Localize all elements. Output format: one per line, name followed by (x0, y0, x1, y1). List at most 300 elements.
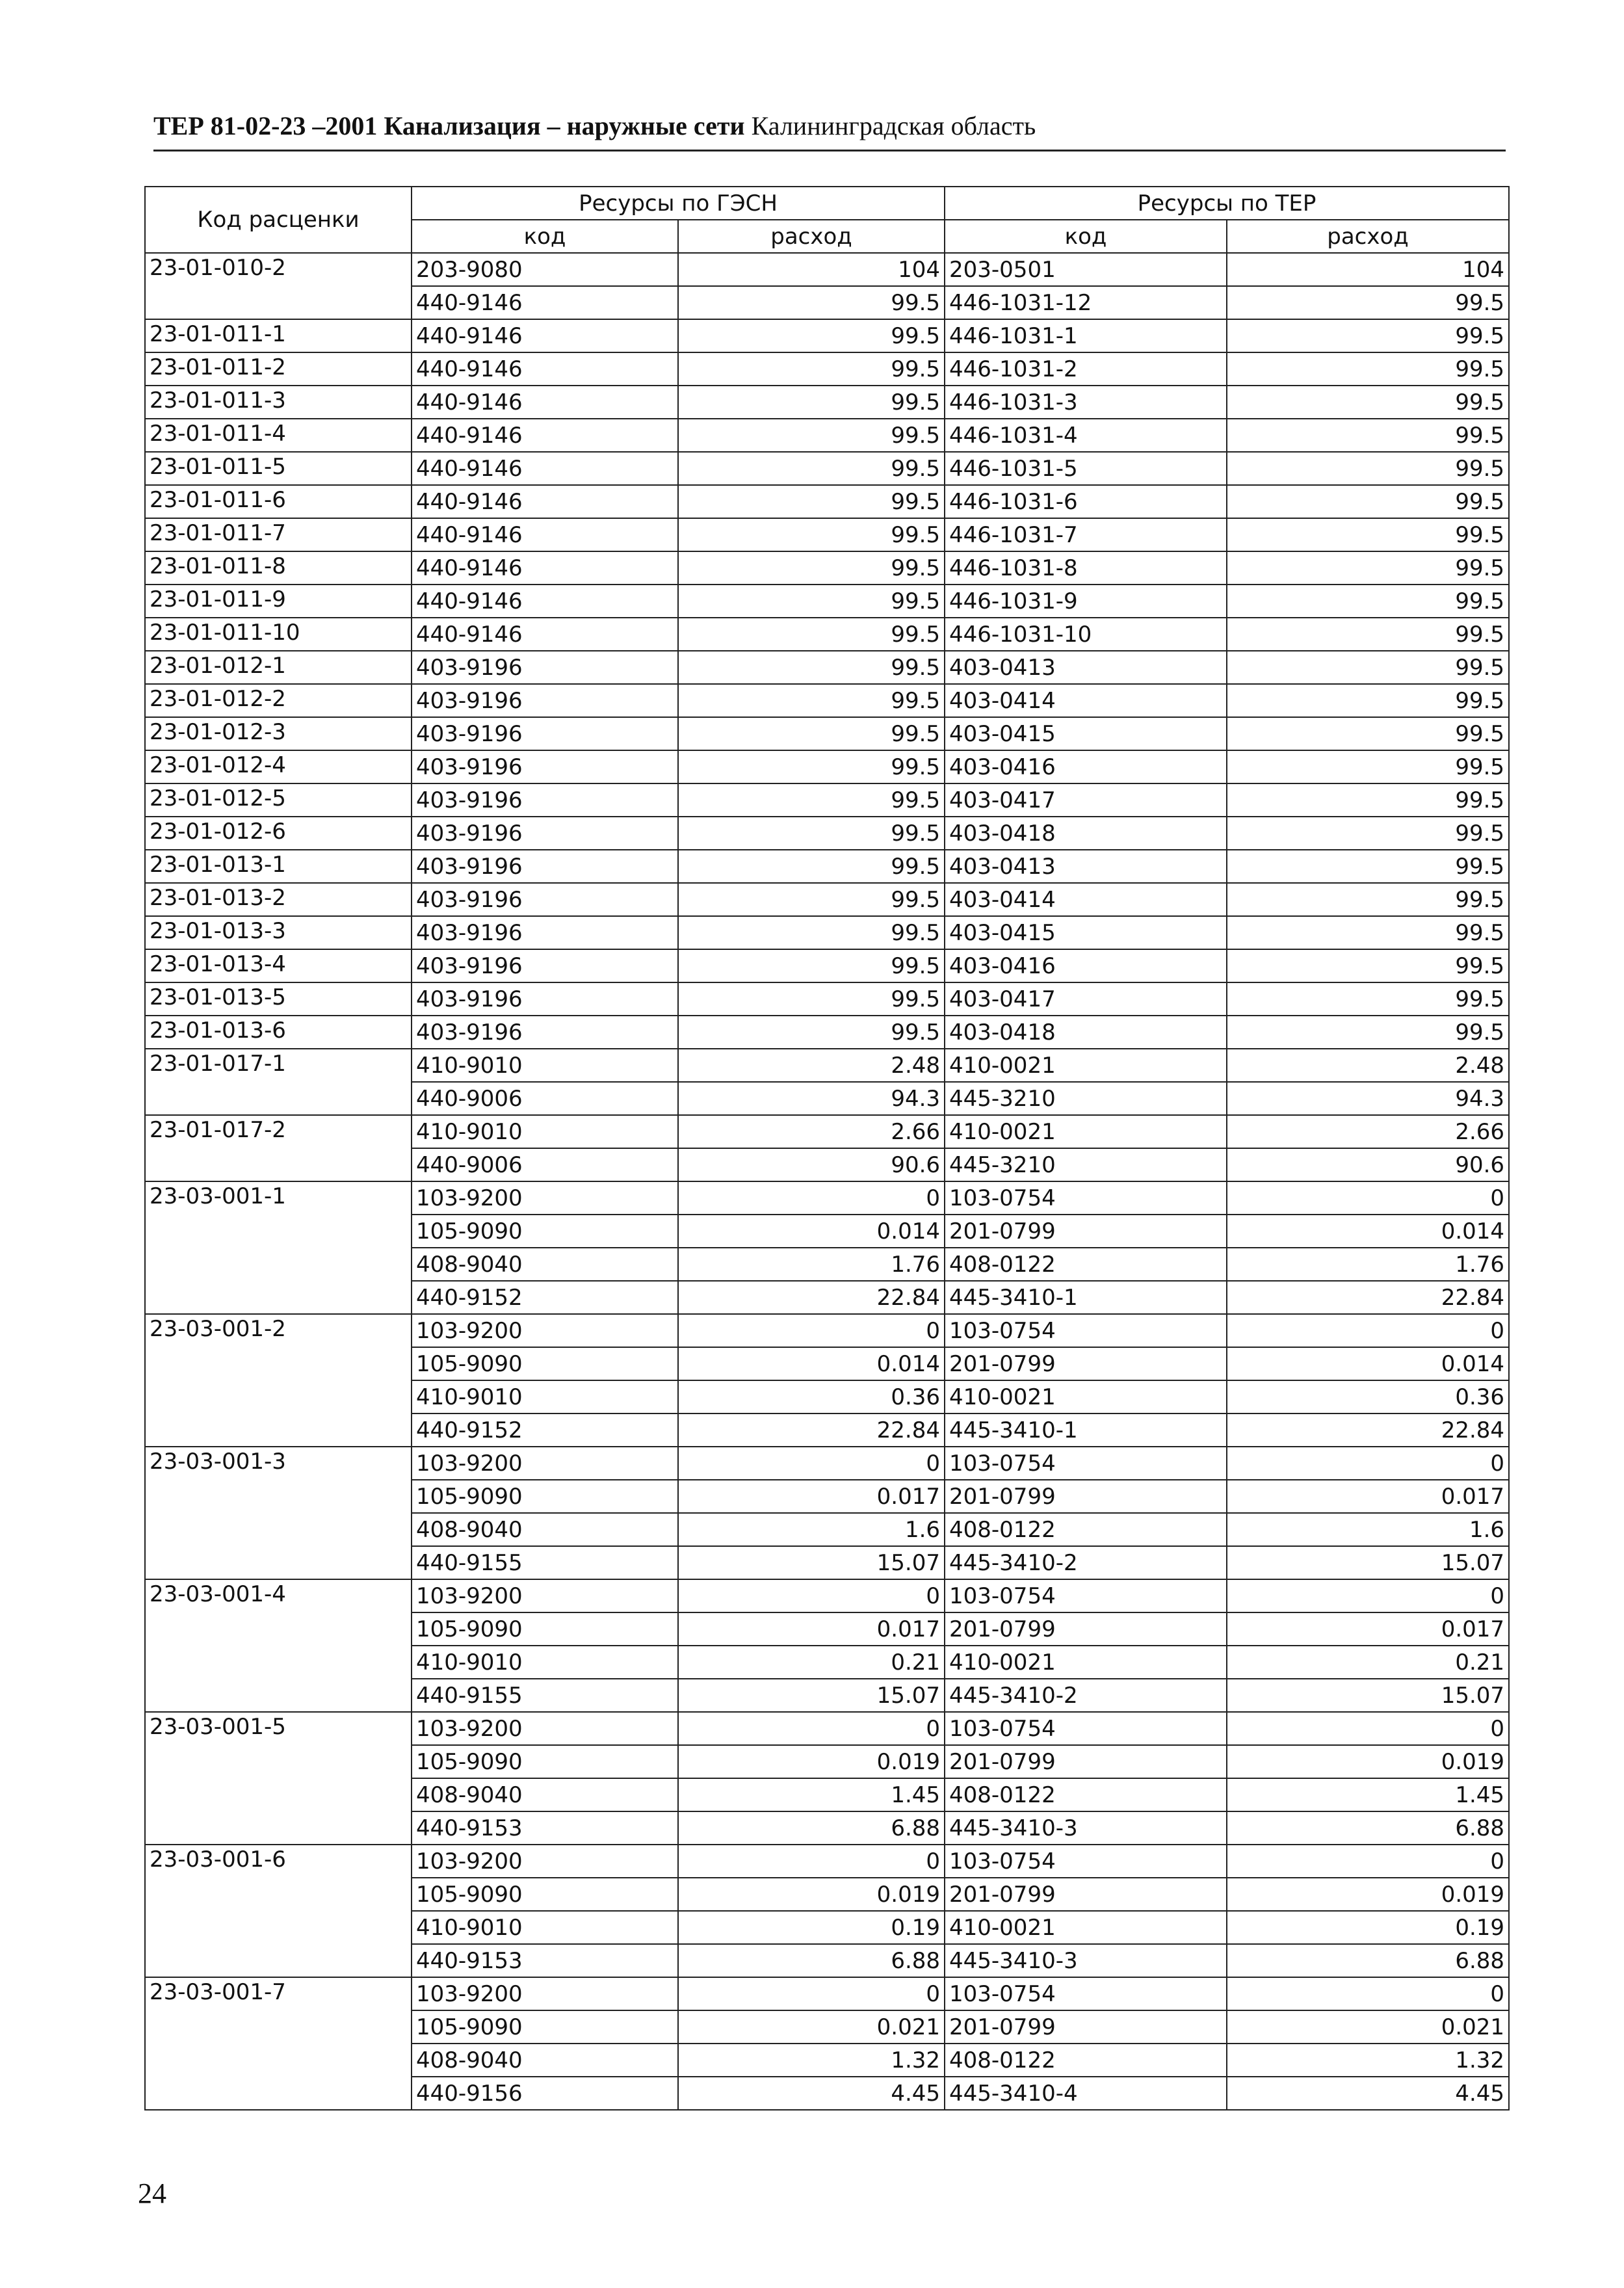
rate-code-cell: 23-01-013-2 (145, 883, 412, 916)
gesn-code-cell: 105-9090 (412, 1215, 678, 1248)
ter-code-cell: 410-0021 (945, 1911, 1227, 1944)
ter-amount-cell: 0.017 (1227, 1612, 1509, 1646)
ter-code-cell: 201-0799 (945, 1215, 1227, 1248)
gesn-amount-cell: 0 (678, 1181, 945, 1215)
gesn-code-cell: 403-9196 (412, 717, 678, 750)
ter-code-cell: 403-0416 (945, 750, 1227, 783)
gesn-code-cell: 440-9146 (412, 518, 678, 551)
rate-code-cell: 23-03-001-6 (145, 1845, 412, 1977)
table-row (145, 783, 1509, 817)
table-row (145, 319, 1509, 352)
document-region: Калининградская область (751, 111, 1036, 140)
gesn-code-cell: 440-9153 (412, 1811, 678, 1845)
ter-code-cell: 403-0415 (945, 717, 1227, 750)
ter-code-cell: 201-0799 (945, 2010, 1227, 2044)
gesn-code-cell: 440-9153 (412, 1944, 678, 1977)
ter-code-cell: 103-0754 (945, 1314, 1227, 1347)
gesn-amount-cell: 99.5 (678, 618, 945, 651)
gesn-amount-cell: 99.5 (678, 585, 945, 618)
header-gesn-amount: расход (678, 220, 945, 253)
page-number: 24 (138, 2177, 166, 2209)
ter-amount-cell: 2.48 (1227, 1049, 1509, 1082)
document-title: Канализация – наружные сети (384, 111, 745, 140)
gesn-amount-cell: 4.45 (678, 2077, 945, 2110)
table-row (145, 982, 1509, 1016)
rate-code-cell: 23-01-010-2 (145, 253, 412, 319)
ter-amount-cell: 99.5 (1227, 717, 1509, 750)
gesn-code-cell: 105-9090 (412, 1480, 678, 1513)
ter-code-cell: 103-0754 (945, 1447, 1227, 1480)
rate-code-cell: 23-01-011-7 (145, 518, 412, 551)
gesn-amount-cell: 99.5 (678, 949, 945, 982)
ter-code-cell: 446-1031-5 (945, 452, 1227, 485)
ter-code-cell: 445-3410-2 (945, 1679, 1227, 1712)
gesn-code-cell: 440-9146 (412, 352, 678, 386)
gesn-amount-cell: 99.5 (678, 452, 945, 485)
ter-code-cell: 403-0413 (945, 651, 1227, 684)
gesn-amount-cell: 0 (678, 1579, 945, 1612)
gesn-amount-cell: 99.5 (678, 850, 945, 883)
ter-amount-cell: 1.6 (1227, 1513, 1509, 1546)
ter-amount-cell: 0.21 (1227, 1646, 1509, 1679)
gesn-code-cell: 105-9090 (412, 2010, 678, 2044)
ter-code-cell: 446-1031-9 (945, 585, 1227, 618)
gesn-code-cell: 103-9200 (412, 1579, 678, 1612)
rate-code-cell: 23-01-017-2 (145, 1115, 412, 1181)
table-row (145, 452, 1509, 485)
ter-amount-cell: 22.84 (1227, 1414, 1509, 1447)
gesn-amount-cell: 99.5 (678, 518, 945, 551)
gesn-amount-cell: 99.5 (678, 717, 945, 750)
ter-code-cell: 445-3410-3 (945, 1811, 1227, 1845)
gesn-code-cell: 410-9010 (412, 1115, 678, 1148)
rate-code-cell: 23-01-012-4 (145, 750, 412, 783)
gesn-code-cell: 103-9200 (412, 1181, 678, 1215)
gesn-code-cell: 440-9146 (412, 585, 678, 618)
gesn-amount-cell: 0.014 (678, 1215, 945, 1248)
gesn-amount-cell: 0.017 (678, 1480, 945, 1513)
ter-code-cell: 403-0418 (945, 1016, 1227, 1049)
header-ter-code: код (945, 220, 1227, 253)
gesn-amount-cell: 99.5 (678, 485, 945, 518)
gesn-code-cell: 403-9196 (412, 982, 678, 1016)
ter-code-cell: 445-3410-4 (945, 2077, 1227, 2110)
gesn-amount-cell: 15.07 (678, 1546, 945, 1579)
gesn-amount-cell: 0.21 (678, 1646, 945, 1679)
ter-code-cell: 403-0416 (945, 949, 1227, 982)
ter-amount-cell: 0 (1227, 1579, 1509, 1612)
ter-amount-cell: 99.5 (1227, 916, 1509, 949)
ter-amount-cell: 99.5 (1227, 949, 1509, 982)
table-row (145, 651, 1509, 684)
ter-amount-cell: 0.019 (1227, 1745, 1509, 1778)
table-row (145, 1016, 1509, 1049)
table-row (145, 419, 1509, 452)
gesn-amount-cell: 99.5 (678, 883, 945, 916)
rate-code-cell: 23-01-012-1 (145, 651, 412, 684)
ter-code-cell: 203-0501 (945, 253, 1227, 286)
ter-code-cell: 403-0418 (945, 817, 1227, 850)
ter-code-cell: 445-3410-1 (945, 1414, 1227, 1447)
ter-amount-cell: 0.19 (1227, 1911, 1509, 1944)
gesn-amount-cell: 99.5 (678, 783, 945, 817)
gesn-amount-cell: 99.5 (678, 1016, 945, 1049)
gesn-amount-cell: 0 (678, 1845, 945, 1878)
ter-code-cell: 201-0799 (945, 1347, 1227, 1380)
ter-code-cell: 403-0415 (945, 916, 1227, 949)
gesn-code-cell: 410-9010 (412, 1380, 678, 1414)
ter-amount-cell: 99.5 (1227, 817, 1509, 850)
gesn-code-cell: 440-9006 (412, 1148, 678, 1181)
gesn-code-cell: 440-9146 (412, 386, 678, 419)
gesn-amount-cell: 99.5 (678, 916, 945, 949)
ter-amount-cell: 99.5 (1227, 684, 1509, 717)
ter-code-cell: 408-0122 (945, 1513, 1227, 1546)
gesn-amount-cell: 0.019 (678, 1745, 945, 1778)
header-resources-gesn: Ресурсы по ГЭСН (412, 187, 945, 220)
ter-code-cell: 410-0021 (945, 1115, 1227, 1148)
table-row (145, 253, 1509, 286)
rate-code-cell: 23-03-001-7 (145, 1977, 412, 2110)
table-row (145, 352, 1509, 386)
ter-code-cell: 446-1031-8 (945, 551, 1227, 585)
resource-mapping-table (144, 186, 1508, 2110)
ter-amount-cell: 99.5 (1227, 485, 1509, 518)
gesn-amount-cell: 15.07 (678, 1679, 945, 1712)
gesn-code-cell: 440-9146 (412, 452, 678, 485)
rate-code-cell: 23-01-017-1 (145, 1049, 412, 1115)
ter-code-cell: 446-1031-1 (945, 319, 1227, 352)
ter-amount-cell: 4.45 (1227, 2077, 1509, 2110)
gesn-amount-cell: 99.5 (678, 319, 945, 352)
ter-amount-cell: 15.07 (1227, 1546, 1509, 1579)
rate-code-cell: 23-01-013-3 (145, 916, 412, 949)
ter-code-cell: 201-0799 (945, 1878, 1227, 1911)
gesn-code-cell: 440-9146 (412, 286, 678, 319)
gesn-code-cell: 403-9196 (412, 750, 678, 783)
rate-code-cell: 23-03-001-4 (145, 1579, 412, 1712)
gesn-code-cell: 410-9010 (412, 1049, 678, 1082)
ter-amount-cell: 0 (1227, 1447, 1509, 1480)
ter-amount-cell: 99.5 (1227, 551, 1509, 585)
ter-code-cell: 103-0754 (945, 1181, 1227, 1215)
ter-code-cell: 446-1031-3 (945, 386, 1227, 419)
gesn-code-cell: 408-9040 (412, 2044, 678, 2077)
gesn-amount-cell: 1.76 (678, 1248, 945, 1281)
gesn-amount-cell: 0 (678, 1447, 945, 1480)
gesn-code-cell: 403-9196 (412, 783, 678, 817)
ter-code-cell: 201-0799 (945, 1745, 1227, 1778)
table-row (145, 949, 1509, 982)
rate-code-cell: 23-01-011-4 (145, 419, 412, 452)
gesn-amount-cell: 22.84 (678, 1414, 945, 1447)
gesn-amount-cell: 99.5 (678, 817, 945, 850)
rate-code-cell: 23-01-011-6 (145, 485, 412, 518)
ter-code-cell: 446-1031-12 (945, 286, 1227, 319)
rate-code-cell: 23-01-011-2 (145, 352, 412, 386)
ter-amount-cell: 0.014 (1227, 1347, 1509, 1380)
ter-amount-cell: 99.5 (1227, 352, 1509, 386)
gesn-amount-cell: 1.45 (678, 1778, 945, 1811)
gesn-amount-cell: 99.5 (678, 286, 945, 319)
gesn-code-cell: 440-9006 (412, 1082, 678, 1115)
ter-amount-cell: 0 (1227, 1977, 1509, 2010)
ter-code-cell: 201-0799 (945, 1480, 1227, 1513)
gesn-amount-cell: 94.3 (678, 1082, 945, 1115)
ter-amount-cell: 99.5 (1227, 651, 1509, 684)
ter-amount-cell: 1.45 (1227, 1778, 1509, 1811)
table-row (145, 1712, 1509, 1745)
gesn-code-cell: 408-9040 (412, 1513, 678, 1546)
table-row (145, 1115, 1509, 1148)
ter-code-cell: 445-3210 (945, 1148, 1227, 1181)
gesn-amount-cell: 0.36 (678, 1380, 945, 1414)
ter-amount-cell: 99.5 (1227, 982, 1509, 1016)
ter-code-cell: 445-3410-3 (945, 1944, 1227, 1977)
ter-amount-cell: 94.3 (1227, 1082, 1509, 1115)
ter-amount-cell: 99.5 (1227, 1016, 1509, 1049)
gesn-amount-cell: 0 (678, 1712, 945, 1745)
rate-code-cell: 23-01-011-10 (145, 618, 412, 651)
table-row (145, 916, 1509, 949)
gesn-amount-cell: 99.5 (678, 551, 945, 585)
table-row (145, 485, 1509, 518)
ter-code-cell: 410-0021 (945, 1380, 1227, 1414)
ter-code-cell: 403-0413 (945, 850, 1227, 883)
table-row (145, 1447, 1509, 1480)
gesn-amount-cell: 0.021 (678, 2010, 945, 2044)
gesn-amount-cell: 0 (678, 1314, 945, 1347)
rate-code-cell: 23-01-012-2 (145, 684, 412, 717)
gesn-code-cell: 408-9040 (412, 1248, 678, 1281)
gesn-code-cell: 403-9196 (412, 651, 678, 684)
gesn-code-cell: 403-9196 (412, 1016, 678, 1049)
ter-amount-cell: 0.021 (1227, 2010, 1509, 2044)
table-row (145, 1181, 1509, 1215)
gesn-code-cell: 440-9152 (412, 1281, 678, 1314)
ter-code-cell: 103-0754 (945, 1579, 1227, 1612)
rate-code-cell: 23-01-011-1 (145, 319, 412, 352)
rate-code-cell: 23-01-013-1 (145, 850, 412, 883)
gesn-code-cell: 440-9156 (412, 2077, 678, 2110)
ter-code-cell: 403-0417 (945, 783, 1227, 817)
gesn-code-cell: 105-9090 (412, 1878, 678, 1911)
gesn-code-cell: 105-9090 (412, 1347, 678, 1380)
table-row (145, 817, 1509, 850)
rate-code-cell: 23-01-012-3 (145, 717, 412, 750)
rate-code-cell: 23-01-011-3 (145, 386, 412, 419)
table-body (145, 253, 1509, 2110)
gesn-code-cell: 403-9196 (412, 949, 678, 982)
ter-amount-cell: 99.5 (1227, 518, 1509, 551)
rate-code-cell: 23-01-013-6 (145, 1016, 412, 1049)
ter-amount-cell: 99.5 (1227, 585, 1509, 618)
gesn-amount-cell: 99.5 (678, 651, 945, 684)
gesn-amount-cell: 0.017 (678, 1612, 945, 1646)
gesn-code-cell: 410-9010 (412, 1911, 678, 1944)
ter-code-cell: 446-1031-4 (945, 419, 1227, 452)
gesn-amount-cell: 22.84 (678, 1281, 945, 1314)
table-row (145, 883, 1509, 916)
ter-code-cell: 103-0754 (945, 1712, 1227, 1745)
ter-code-cell: 445-3410-2 (945, 1546, 1227, 1579)
gesn-amount-cell: 1.32 (678, 2044, 945, 2077)
ter-amount-cell: 0.019 (1227, 1878, 1509, 1911)
ter-amount-cell: 22.84 (1227, 1281, 1509, 1314)
gesn-code-cell: 403-9196 (412, 916, 678, 949)
table-row (145, 717, 1509, 750)
table-row (145, 1314, 1509, 1347)
table-row (145, 750, 1509, 783)
gesn-amount-cell: 0.19 (678, 1911, 945, 1944)
ter-amount-cell: 0.014 (1227, 1215, 1509, 1248)
rate-code-cell: 23-03-001-3 (145, 1447, 412, 1579)
rate-code-cell: 23-01-012-6 (145, 817, 412, 850)
document-header (153, 109, 1506, 151)
ter-amount-cell: 99.5 (1227, 783, 1509, 817)
ter-amount-cell: 99.5 (1227, 750, 1509, 783)
gesn-amount-cell: 2.66 (678, 1115, 945, 1148)
ter-amount-cell: 99.5 (1227, 286, 1509, 319)
rate-code-cell: 23-01-011-5 (145, 452, 412, 485)
gesn-amount-cell: 2.48 (678, 1049, 945, 1082)
gesn-code-cell: 440-9146 (412, 618, 678, 651)
gesn-amount-cell: 99.5 (678, 419, 945, 452)
gesn-code-cell: 440-9155 (412, 1546, 678, 1579)
header-resources-ter: Ресурсы по ТЕР (945, 187, 1509, 220)
document-code: ТЕР 81-02-23 –2001 (153, 111, 378, 140)
gesn-amount-cell: 0.014 (678, 1347, 945, 1380)
table-row (145, 1579, 1509, 1612)
ter-code-cell: 410-0021 (945, 1646, 1227, 1679)
gesn-code-cell: 440-9146 (412, 551, 678, 585)
ter-amount-cell: 0 (1227, 1845, 1509, 1878)
gesn-code-cell: 410-9010 (412, 1646, 678, 1679)
ter-amount-cell: 90.6 (1227, 1148, 1509, 1181)
rate-code-cell: 23-03-001-5 (145, 1712, 412, 1845)
ter-amount-cell: 104 (1227, 253, 1509, 286)
gesn-code-cell: 103-9200 (412, 1314, 678, 1347)
gesn-code-cell: 103-9200 (412, 1977, 678, 2010)
table-row (145, 386, 1509, 419)
rate-code-cell: 23-01-012-5 (145, 783, 412, 817)
ter-amount-cell: 0.017 (1227, 1480, 1509, 1513)
gesn-code-cell: 440-9146 (412, 485, 678, 518)
gesn-code-cell: 440-9146 (412, 419, 678, 452)
table-row (145, 1977, 1509, 2010)
ter-code-cell: 201-0799 (945, 1612, 1227, 1646)
gesn-code-cell: 440-9155 (412, 1679, 678, 1712)
ter-code-cell: 403-0417 (945, 982, 1227, 1016)
gesn-amount-cell: 99.5 (678, 684, 945, 717)
ter-amount-cell: 99.5 (1227, 319, 1509, 352)
ter-code-cell: 445-3410-1 (945, 1281, 1227, 1314)
ter-code-cell: 446-1031-7 (945, 518, 1227, 551)
gesn-amount-cell: 99.5 (678, 386, 945, 419)
table-row (145, 1049, 1509, 1082)
table-row (145, 551, 1509, 585)
gesn-code-cell: 403-9196 (412, 684, 678, 717)
gesn-code-cell: 440-9146 (412, 319, 678, 352)
ter-code-cell: 446-1031-2 (945, 352, 1227, 386)
gesn-code-cell: 203-9080 (412, 253, 678, 286)
table-row (145, 585, 1509, 618)
header-rate-code: Код расценки (145, 187, 412, 253)
header-gesn-code: код (412, 220, 678, 253)
gesn-code-cell: 103-9200 (412, 1712, 678, 1745)
table-row (145, 618, 1509, 651)
ter-amount-cell: 0 (1227, 1314, 1509, 1347)
ter-amount-cell: 99.5 (1227, 883, 1509, 916)
gesn-amount-cell: 0.019 (678, 1878, 945, 1911)
ter-amount-cell: 15.07 (1227, 1679, 1509, 1712)
ter-code-cell: 446-1031-6 (945, 485, 1227, 518)
gesn-code-cell: 103-9200 (412, 1447, 678, 1480)
ter-code-cell: 403-0414 (945, 883, 1227, 916)
ter-code-cell: 410-0021 (945, 1049, 1227, 1082)
ter-amount-cell: 0 (1227, 1712, 1509, 1745)
rate-code-cell: 23-03-001-2 (145, 1314, 412, 1447)
ter-amount-cell: 99.5 (1227, 419, 1509, 452)
ter-code-cell: 445-3210 (945, 1082, 1227, 1115)
gesn-code-cell: 403-9196 (412, 850, 678, 883)
gesn-code-cell: 105-9090 (412, 1745, 678, 1778)
ter-code-cell: 103-0754 (945, 1977, 1227, 2010)
rate-code-cell: 23-01-013-4 (145, 949, 412, 982)
gesn-amount-cell: 99.5 (678, 982, 945, 1016)
table-row (145, 518, 1509, 551)
table-row (145, 1845, 1509, 1878)
ter-amount-cell: 1.76 (1227, 1248, 1509, 1281)
ter-amount-cell: 99.5 (1227, 386, 1509, 419)
table-row (145, 850, 1509, 883)
gesn-code-cell: 403-9196 (412, 817, 678, 850)
rate-code-cell: 23-03-001-1 (145, 1181, 412, 1314)
ter-amount-cell: 0.36 (1227, 1380, 1509, 1414)
gesn-amount-cell: 0 (678, 1977, 945, 2010)
ter-amount-cell: 99.5 (1227, 850, 1509, 883)
ter-code-cell: 446-1031-10 (945, 618, 1227, 651)
ter-code-cell: 408-0122 (945, 2044, 1227, 2077)
gesn-amount-cell: 104 (678, 253, 945, 286)
ter-amount-cell: 99.5 (1227, 618, 1509, 651)
gesn-amount-cell: 99.5 (678, 352, 945, 386)
gesn-code-cell: 440-9152 (412, 1414, 678, 1447)
ter-amount-cell: 99.5 (1227, 452, 1509, 485)
ter-amount-cell: 1.32 (1227, 2044, 1509, 2077)
gesn-code-cell: 103-9200 (412, 1845, 678, 1878)
table-row (145, 684, 1509, 717)
gesn-amount-cell: 90.6 (678, 1148, 945, 1181)
ter-code-cell: 103-0754 (945, 1845, 1227, 1878)
header-ter-amount: расход (1227, 220, 1509, 253)
ter-amount-cell: 6.88 (1227, 1811, 1509, 1845)
gesn-code-cell: 403-9196 (412, 883, 678, 916)
ter-code-cell: 408-0122 (945, 1778, 1227, 1811)
rate-code-cell: 23-01-011-8 (145, 551, 412, 585)
rate-code-cell: 23-01-011-9 (145, 585, 412, 618)
gesn-amount-cell: 99.5 (678, 750, 945, 783)
ter-code-cell: 403-0414 (945, 684, 1227, 717)
gesn-amount-cell: 6.88 (678, 1944, 945, 1977)
ter-code-cell: 408-0122 (945, 1248, 1227, 1281)
gesn-amount-cell: 6.88 (678, 1811, 945, 1845)
ter-amount-cell: 0 (1227, 1181, 1509, 1215)
rate-code-cell: 23-01-013-5 (145, 982, 412, 1016)
ter-amount-cell: 2.66 (1227, 1115, 1509, 1148)
gesn-amount-cell: 1.6 (678, 1513, 945, 1546)
ter-amount-cell: 6.88 (1227, 1944, 1509, 1977)
